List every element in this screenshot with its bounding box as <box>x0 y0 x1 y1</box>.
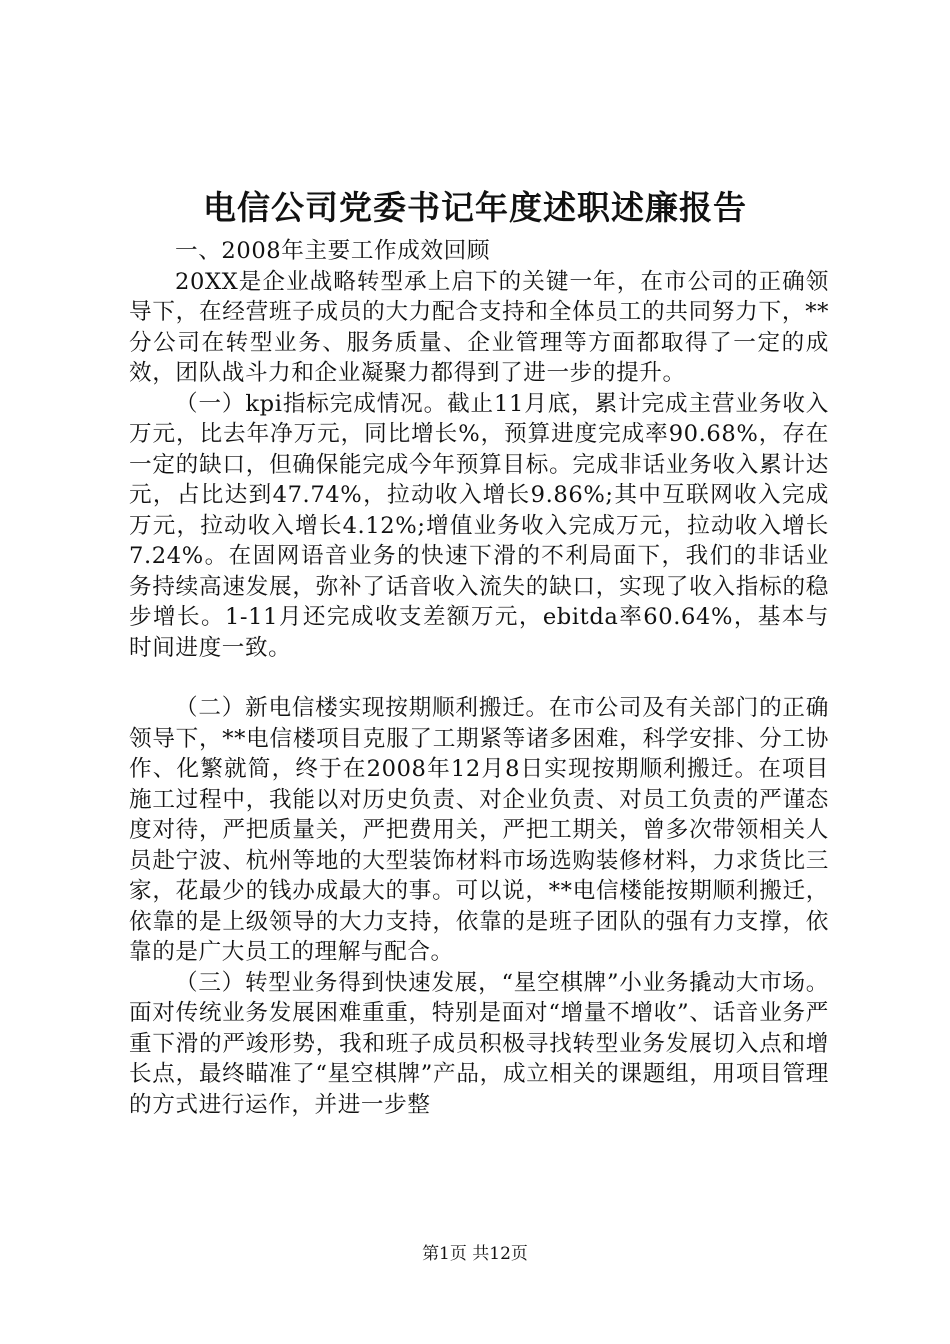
document-body <box>129 236 829 1120</box>
document-title: 电信公司党委书记年度述职述廉报告 <box>203 188 747 227</box>
paragraph-new-building: （二）新电信楼实现按期顺利搬迁。在市公司及有关部门的正确领导下，**电信楼项目克服了工期紧等诸多困难，科学安排、分工协作、化繁就简，终于在2008年12月8日实现按期顺利搬迁。在项目施工过程中，我能以对历史负责、对企业负责、对员工负责的严谨态度对待，严把质量关，严把费用关，严把工期关，曾多次带领相关人员赴宁波、杭州等地的大型装饰材料市场选购装修材料，力求货比三家，花最少的钱办成最大的事。可以说，**电信楼能按期顺利搬迁，依靠的是上级领导的大力支持，依靠的是班子团队的强有力支撑，依靠的是广大员工的理解与配合。 <box>129 695 829 965</box>
paragraph-kpi: （一）kpi指标完成情况。截止11月底，累计完成主营业务收入万元，比去年净万元，同比增长%，预算进度完成率90.68%，存在一定的缺口，但确保能完成今年预算目标。完成非话业务收入累计达元，占比达到47.74%，拉动收入增长9.86%;其中互联网收入完成万元，拉动收入增长4.12%;增值业务收入完成万元，拉动收入增长7.24%。在固网语音业务的快速下滑的不利局面下，我们的非话业务持续高速发展，弥补了话音收入流失的缺口，实现了收入指标的稳步增长。1-11月还完成收支差额万元，ebitda率60.64%，基本与时间进度一致。 <box>129 390 829 661</box>
paragraph-intro: 20XX是企业战略转型承上启下的关键一年，在市公司的正确领导下，在经营班子成员的大力配合支持和全体员工的共同努力下，**分公司在转型业务、服务质量、企业管理等方面都取得了一定的成效，团队战斗力和企业凝聚力都得到了进一步的提升。 <box>129 268 829 386</box>
paragraph-transformation: （三）转型业务得到快速发展，“星空棋牌”小业务撬动大市场。面对传统业务发展困难重重，特别是面对“增量不增收”、话音业务严重下滑的严竣形势，我和班子成员积极寻找转型业务发展切入点和增长点，最终瞄准了“星空棋牌”产品，成立相关的课题组，用项目管理的方式进行运作，并进一步整 <box>129 969 829 1118</box>
section-heading: 一、2008年主要工作成效回顾 <box>175 238 491 264</box>
paragraph-gap <box>129 663 829 693</box>
page-footer: 第1页 共12页 <box>422 1244 528 1264</box>
